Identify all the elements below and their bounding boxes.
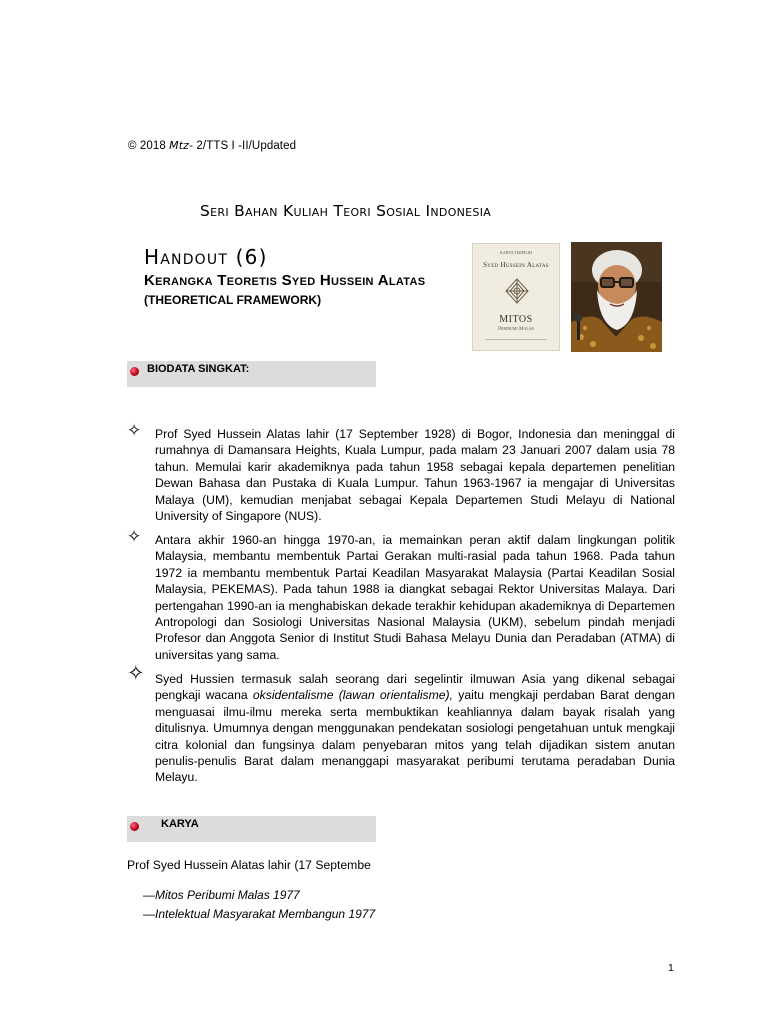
book-cover-publisher-line bbox=[485, 339, 547, 346]
handout-label: Handout (6) bbox=[144, 245, 268, 269]
karya-section-header bbox=[127, 816, 376, 842]
book-ornament-icon bbox=[505, 278, 529, 304]
bullet-dot-icon bbox=[130, 367, 139, 376]
copyright-code: Mtz- bbox=[169, 139, 194, 152]
book-cover-author: Syed Hussein Alatas bbox=[483, 261, 549, 269]
copyright-rest: 2/TTS I -II/Updated bbox=[196, 140, 297, 152]
work-title: Mitos Peribumi Malas 1977 bbox=[155, 888, 300, 902]
biodata-section-header bbox=[127, 361, 376, 387]
work-item bbox=[143, 888, 300, 902]
sparkle-bullet-icon: ✧ bbox=[127, 527, 142, 547]
dash-icon: — bbox=[143, 888, 155, 902]
book-cover-image bbox=[472, 243, 560, 351]
biodata-paragraph-2 bbox=[127, 527, 675, 663]
page-number: 1 bbox=[668, 962, 674, 974]
work-title: Intelektual Masyarakat Membangun 1977 bbox=[155, 907, 376, 921]
paragraph-text bbox=[155, 671, 675, 786]
book-cover-top-text: KARYA TERPILIH bbox=[499, 250, 533, 255]
topic-subtitle: (THEORETICAL FRAMEWORK) bbox=[144, 293, 322, 307]
biodata-paragraph-1 bbox=[127, 421, 675, 524]
paragraph-text: Antara akhir 1960-an hingga 1970-an, ia memainkan peran aktif dalam lingkungan politik Malaysia, membantu membentuk Partai Gerakan multi-rasial pada tahun 1968. Pada tahun 1972 ia membantu membentuk Partai Keadilan Masyarakat Malaysia (Partai Keadilan Sosial Malaysia, PEKEMAS). Pada tahun 1988 ia diangkat sebagai Rektor Universitas Malaya. Dari pertengahan 1990-an ia menghabiskan dekade terakhir kehidupan akademiknya di Departemen Antropologi dan Sosiologi Universitas Nasional Malaysia (UKM), sebelum pindah menjadi Profesor dan Anggota Senior di Institut Studi Bahasa Melayu Dunia dan Peradaban (ATMA) di universitas yang sama. bbox=[155, 533, 675, 662]
dash-icon: — bbox=[143, 907, 155, 921]
karya-intro-text: Prof Syed Hussein Alatas lahir (17 Septembe bbox=[127, 858, 371, 872]
author-portrait-photo bbox=[571, 242, 662, 352]
paragraph-emphasis: oksidentalisme (lawan orientalisme), bbox=[252, 688, 454, 703]
paragraph-text-part: Syed Hussien termasuk salah seorang dari segelintir ilmuwan Asia yang dikenal sebagai pengkaji wacana bbox=[155, 672, 675, 703]
biodata-paragraph-3 bbox=[127, 661, 675, 786]
paragraph-text-part: yaitu mengkaji perdaban Barat dengan menguasai ilmu-ilmu mereka serta membuktikan keahliannya dalam bayak risalah yang ditulisnya. Umumnya dengan menggunakan pendekatan sosiologi pengetahuan untuk mengkaji citra kolonial dan fungsinya dalam penyebaran mitos yang telah dijadikan sistem anutan penulis-penulis Barat dalam menanggapi masyarakat peribumi terutama peradaban Dunia Melayu. bbox=[155, 688, 675, 785]
copyright-line bbox=[128, 139, 296, 152]
biodata-section-label: BIODATA SINGKAT: bbox=[147, 363, 250, 375]
book-cover-subtitle: Peribumi Malas bbox=[498, 327, 534, 332]
book-cover-title: MITOS bbox=[499, 314, 533, 325]
copyright-prefix: © 2018 bbox=[128, 140, 166, 152]
work-item bbox=[143, 907, 375, 921]
paragraph-text: Prof Syed Hussein Alatas lahir (17 September 1928) di Bogor, Indonesia dan meninggal di rumahnya di Damansara Heights, Kuala Lumpur, pada malam 23 Januari 2007 dalam usia 78 tahun. Memulai karir akademiknya pada tahun 1958 sebagai kepala departemen penelitian Dewan Bahasa dan Pustaka di Kuala Lumpur. Tahun 1963-1967 ia mengajar di Universitas Malaya (UM), kemudian menjabat sebagai Kepala Departemen Studi Melayu di National University of Singapore (NUS). bbox=[155, 427, 675, 524]
topic-title: Kerangka Teoretis Syed Hussein Alatas bbox=[144, 272, 426, 289]
karya-section-label: KARYA bbox=[161, 818, 199, 830]
bullet-dot-icon bbox=[130, 822, 139, 831]
series-title: Seri Bahan Kuliah Teori Sosial Indonesia bbox=[200, 202, 492, 220]
sparkle-bullet-icon: ✧ bbox=[127, 421, 142, 441]
sparkle-bullet-icon: ✧ bbox=[127, 661, 145, 685]
